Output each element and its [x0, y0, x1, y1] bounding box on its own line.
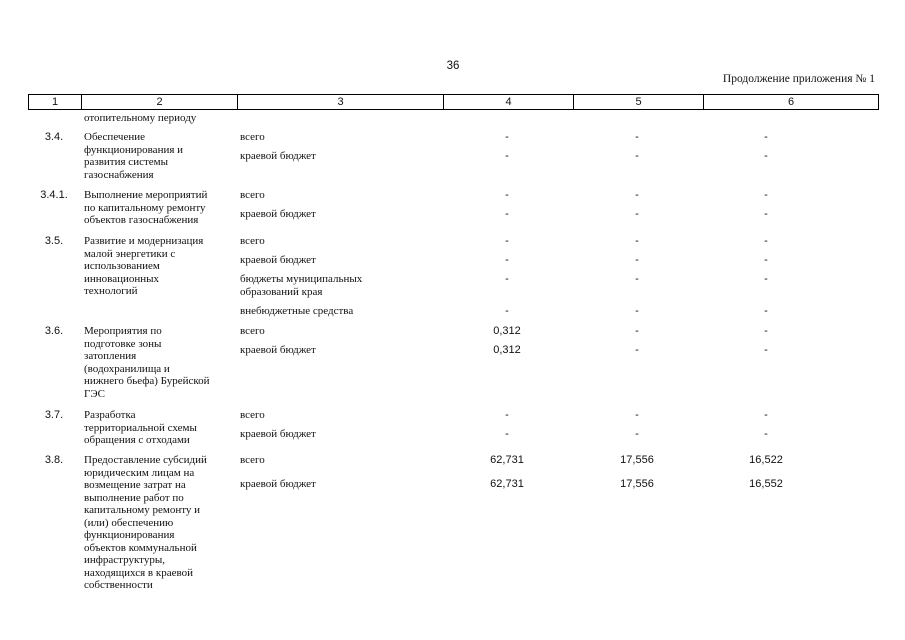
- value-col-6: -: [764, 131, 768, 143]
- value-col-6: -: [764, 254, 768, 266]
- row-number: 3.8.: [44, 454, 64, 466]
- column-header-2: 2: [81, 95, 237, 109]
- row-title-line: объектов газоснабжения: [84, 214, 199, 226]
- value-col-6: -: [764, 325, 768, 337]
- value-col-5: -: [635, 428, 639, 440]
- value-col-6: 16,552: [749, 478, 783, 490]
- row-title-line: газоснабжения: [84, 168, 154, 181]
- funding-source: краевой бюджет: [240, 428, 316, 440]
- row-title-line: технологий: [84, 285, 138, 297]
- funding-source: краевой бюджет: [240, 150, 316, 162]
- funding-source: бюджеты муниципальных: [240, 273, 363, 285]
- row-title-line: функционирования: [84, 529, 175, 541]
- row-title-line: территориальной схемы: [84, 421, 197, 434]
- value-col-5: 17,556: [620, 478, 654, 490]
- row-title-line: объектов коммунальной: [84, 541, 197, 554]
- column-header-3: 3: [237, 95, 443, 109]
- funding-source: краевой бюджет: [240, 478, 316, 490]
- value-col-6: -: [764, 189, 768, 201]
- row-title-line: функционирования и: [84, 143, 184, 156]
- row-title-line: по капитальному ремонту: [84, 201, 206, 214]
- row-number: 3.4.1.: [40, 189, 68, 201]
- value-col-4: 0,312: [493, 344, 521, 356]
- column-header-6: 6: [703, 95, 878, 109]
- value-col-5: -: [635, 235, 639, 247]
- value-col-5: -: [635, 150, 639, 162]
- row-title-line: Предоставление субсидий: [84, 454, 207, 466]
- row-number: 3.7.: [44, 409, 64, 421]
- value-col-4: -: [505, 150, 509, 162]
- row-title-line: использованием: [84, 260, 160, 272]
- value-col-4: -: [505, 189, 509, 201]
- row-title-line: инфраструктуры,: [84, 554, 165, 566]
- value-col-5: -: [635, 254, 639, 266]
- row-title-line: выполнение работ по: [84, 491, 184, 504]
- value-col-5: -: [635, 409, 639, 421]
- value-col-6: -: [764, 305, 768, 317]
- column-header-4: 4: [443, 95, 573, 109]
- value-col-4: 0,312: [493, 325, 521, 337]
- funding-source: всего: [240, 454, 265, 466]
- row-title-line: подготовке зоны: [84, 337, 162, 350]
- value-col-4: -: [505, 131, 509, 143]
- row-title-line: (водохранилища и: [84, 362, 170, 375]
- row-title-line: малой энергетики с: [84, 247, 176, 260]
- row-title-line: находящихся в краевой: [84, 566, 193, 579]
- value-col-4: -: [505, 409, 509, 421]
- value-col-5: -: [635, 273, 639, 285]
- row-title-line: Обеспечение: [84, 131, 145, 143]
- value-col-6: -: [764, 235, 768, 247]
- value-col-6: -: [764, 344, 768, 356]
- funding-source: краевой бюджет: [240, 344, 316, 356]
- row-title-line: возмещение затрат на: [84, 479, 186, 491]
- value-col-5: 17,556: [620, 454, 654, 466]
- funding-source: всего: [240, 189, 265, 201]
- value-col-5: -: [635, 305, 639, 317]
- table-header-row: [28, 94, 879, 110]
- value-col-4: -: [505, 273, 509, 285]
- appendix-note: Продолжение приложения № 1: [722, 73, 875, 85]
- funding-source: внебюджетные средства: [240, 305, 354, 317]
- row-title-line: Разработка: [84, 409, 136, 421]
- row-title-line: собственности: [84, 579, 153, 591]
- funding-source: всего: [240, 409, 265, 421]
- value-col-6: -: [764, 428, 768, 440]
- row-number: 3.4.: [44, 131, 64, 143]
- value-col-6: -: [764, 150, 768, 162]
- value-col-4: -: [505, 235, 509, 247]
- column-header-1: 1: [51, 96, 59, 108]
- page-number: 36: [446, 60, 460, 72]
- value-col-4: -: [505, 254, 509, 266]
- row-title-line: инновационных: [84, 272, 160, 285]
- funding-source: образований края: [240, 285, 323, 298]
- row-title-line: ГЭС: [84, 387, 105, 400]
- row-number: 3.5.: [44, 235, 64, 247]
- value-col-6: 16,522: [749, 454, 783, 466]
- value-col-4: 62,731: [490, 478, 524, 490]
- row-title-line: затопления: [84, 350, 137, 362]
- value-col-6: -: [764, 409, 768, 421]
- value-col-4: -: [505, 428, 509, 440]
- value-col-5: -: [635, 208, 639, 220]
- value-col-4: -: [505, 208, 509, 220]
- value-col-4: -: [505, 305, 509, 317]
- funding-source: краевой бюджет: [240, 254, 316, 266]
- column-header-5: 5: [573, 95, 703, 109]
- row-title-line: юридическим лицам на: [84, 466, 195, 479]
- row-number: 3.6.: [44, 325, 64, 337]
- row-title-line: обращения с отходами: [84, 434, 190, 446]
- funding-source: всего: [240, 131, 265, 143]
- row-title-line: Развитие и модернизация: [84, 235, 204, 247]
- row-title-line: развития системы: [84, 156, 169, 168]
- funding-source: краевой бюджет: [240, 208, 316, 220]
- funding-source: всего: [240, 325, 265, 337]
- row-title-line: Выполнение мероприятий: [84, 189, 208, 201]
- funding-source: всего: [240, 235, 265, 247]
- row-title-line: нижнего бьефа) Бурейской: [84, 375, 210, 387]
- value-col-5: -: [635, 131, 639, 143]
- value-col-4: 62,731: [490, 454, 524, 466]
- value-col-5: -: [635, 344, 639, 356]
- row-title-line: (или) обеспечению: [84, 516, 174, 529]
- row-title-line: капитальному ремонту и: [84, 504, 201, 516]
- row-title-line: Мероприятия по: [84, 325, 162, 337]
- value-col-5: -: [635, 325, 639, 337]
- value-col-6: -: [764, 208, 768, 220]
- continuation-text: отопительному периоду: [84, 112, 197, 124]
- value-col-5: -: [635, 189, 639, 201]
- value-col-6: -: [764, 273, 768, 285]
